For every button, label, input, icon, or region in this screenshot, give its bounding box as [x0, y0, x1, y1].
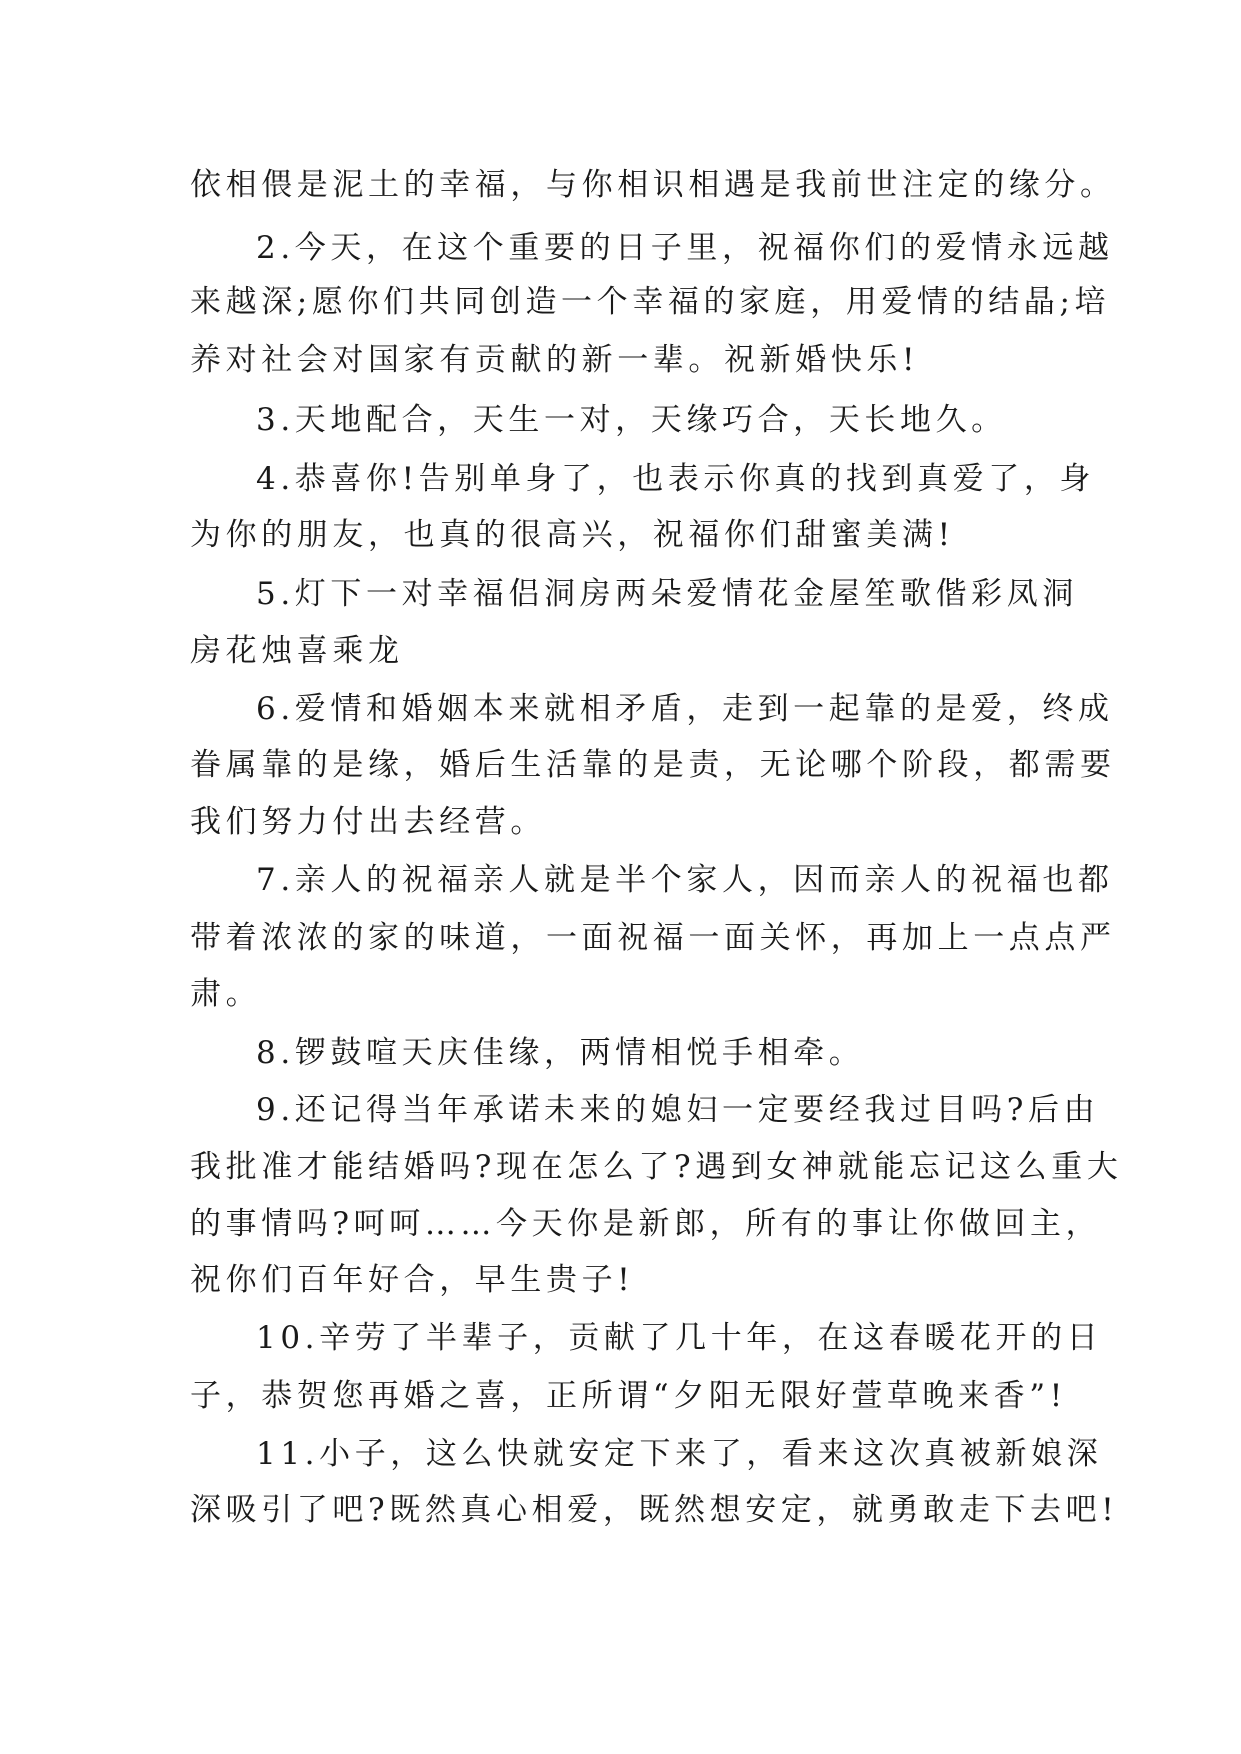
text-line: 9.还记得当年承诺未来的媳妇一定要经我过目吗?后由 [256, 1092, 1100, 1128]
text-line: 我批准才能结婚吗?现在怎么了?遇到女神就能忘记这么重大 [190, 1149, 1123, 1185]
text-line: 带着浓浓的家的味道，一面祝福一面关怀，再加上一点点严 [190, 920, 1116, 956]
text-line: 子，恭贺您再婚之喜，正所谓“夕阳无限好萱草晚来香”! [190, 1378, 1067, 1414]
text-line: 11.小子，这么快就安定下来了，看来这次真被新娘深 [256, 1436, 1103, 1472]
text-line: 2.今天，在这个重要的日子里，祝福你们的爱情永远越 [256, 230, 1114, 266]
text-line: 祝你们百年好合，早生贵子! [190, 1262, 635, 1298]
text-line: 我们努力付出去经营。 [190, 804, 546, 840]
text-line: 7.亲人的祝福亲人就是半个家人，因而亲人的祝福也都 [256, 862, 1114, 898]
text-line: 肃。 [190, 976, 262, 1012]
text-line: 房花烛喜乘龙 [190, 633, 404, 669]
text-line: 5.灯下一对幸福侣洞房两朵爱情花金屋笙歌偕彩凤洞 [256, 576, 1078, 612]
text-line: 4.恭喜你!告别单身了，也表示你真的找到真爱了，身 [256, 461, 1096, 497]
text-line: 养对社会对国家有贡献的新一辈。祝新婚快乐! [190, 342, 920, 378]
text-line: 为你的朋友，也真的很高兴，祝福你们甜蜜美满! [190, 517, 955, 553]
text-line: 10.辛劳了半辈子，贡献了几十年，在这春暖花开的日 [256, 1320, 1103, 1356]
text-line: 来越深;愿你们共同创造一个幸福的家庭，用爱情的结晶;培 [190, 284, 1111, 320]
text-line: 依相偎是泥土的幸福，与你相识相遇是我前世注定的缘分。 [190, 167, 1116, 203]
text-line: 眷属靠的是缘，婚后生活靠的是责，无论哪个阶段，都需要 [190, 747, 1116, 783]
text-line: 的事情吗?呵呵……今天你是新郎，所有的事让你做回主， [190, 1206, 1102, 1242]
text-line: 3.天地配合，天生一对，天缘巧合，天长地久。 [256, 402, 1007, 438]
text-line: 6.爱情和婚姻本来就相矛盾，走到一起靠的是爱，终成 [256, 691, 1114, 727]
text-line: 8.锣鼓喧天庆佳缘，两情相悦手相牵。 [256, 1035, 865, 1071]
text-line: 深吸引了吧?既然真心相爱，既然想安定，就勇敢走下去吧! [190, 1492, 1119, 1528]
